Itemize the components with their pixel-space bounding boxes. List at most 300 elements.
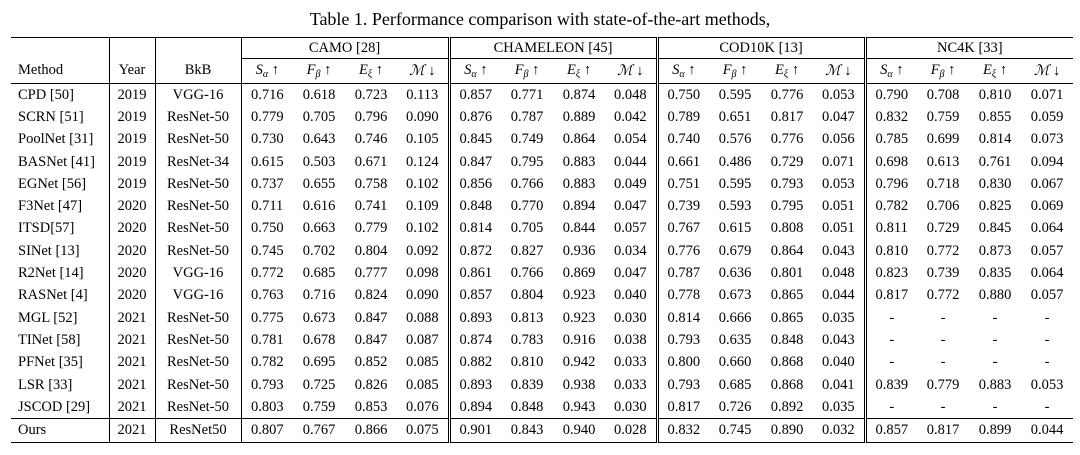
metric-arrow: ↓ bbox=[632, 62, 644, 79]
cell-method: JSCOD [29] bbox=[11, 396, 109, 419]
cell-metric-value: 0.673 bbox=[718, 287, 752, 304]
metric-subscript: α bbox=[262, 69, 269, 80]
header-row-datasets bbox=[11, 38, 1073, 59]
cell-year: 2021 bbox=[109, 307, 155, 329]
cell-metric-value: 0.076 bbox=[397, 396, 449, 419]
cell-metric-value: 0.793 bbox=[250, 376, 284, 393]
cell-metric-value: 0.853 bbox=[354, 398, 388, 415]
cell-metric-value: 0.848 bbox=[459, 198, 493, 215]
cell-metric-value: 0.855 bbox=[978, 108, 1012, 125]
cell-metric-value: 0.745 bbox=[250, 242, 284, 259]
cell-year: 2019 bbox=[109, 173, 155, 195]
metric-arrow: ↑ bbox=[684, 62, 696, 78]
cell-method: CPD [50] bbox=[11, 84, 109, 107]
cell-metric-value: 0.782 bbox=[250, 354, 284, 371]
metric-arrow: ↓ bbox=[424, 62, 436, 79]
cell-metric-value: 0.872 bbox=[459, 242, 493, 259]
table-row bbox=[11, 419, 1073, 442]
cell-metric-value: 0.899 bbox=[969, 419, 1021, 442]
cell-metric-value: 0.766 bbox=[510, 265, 544, 282]
cell-metric-value: 0.113 bbox=[397, 84, 449, 107]
cell-backbone: ResNet-50 bbox=[155, 106, 241, 128]
cell-metric-value: 0.047 bbox=[605, 262, 657, 284]
cell-metric-value: 0.763 bbox=[250, 287, 284, 304]
cell-metric-value: 0.053 bbox=[813, 173, 865, 195]
cell-metric-value: 0.938 bbox=[562, 376, 596, 393]
cell-metric-value: 0.779 bbox=[926, 376, 960, 393]
cell-metric-value: 0.880 bbox=[978, 287, 1012, 304]
cell-metric-value: 0.708 bbox=[926, 86, 960, 103]
cell-metric-value: 0.124 bbox=[397, 151, 449, 173]
cell-metric-value: 0.048 bbox=[813, 262, 865, 284]
cell-metric-value: 0.770 bbox=[510, 198, 544, 215]
cell-metric-value: 0.826 bbox=[354, 376, 388, 393]
cell-metric-value: 0.882 bbox=[459, 354, 493, 371]
metric-subscript: α bbox=[887, 69, 893, 80]
cell-metric-value: 0.057 bbox=[1030, 287, 1064, 304]
cell-metric-value: 0.793 bbox=[770, 175, 804, 192]
cell-metric-value: - bbox=[1044, 309, 1050, 326]
cell-metric-value: 0.057 bbox=[605, 218, 657, 240]
cell-metric-value: 0.595 bbox=[718, 86, 752, 103]
cell-metric-value: 0.090 bbox=[397, 106, 449, 128]
cell-metric-value: 0.767 bbox=[293, 419, 345, 442]
cell-metric-value: 0.814 bbox=[459, 220, 493, 237]
metric-subscript: β bbox=[939, 69, 945, 80]
metric-header bbox=[1021, 59, 1073, 84]
cell-metric-value: 0.808 bbox=[770, 220, 804, 237]
cell-method: SINet [13] bbox=[11, 240, 109, 262]
cell-metric-value: 0.823 bbox=[875, 265, 909, 282]
cell-metric-value: 0.777 bbox=[354, 265, 388, 282]
cell-metric-value: 0.761 bbox=[978, 153, 1012, 170]
column-header-backbone: BkB bbox=[155, 59, 241, 84]
cell-metric-value: 0.034 bbox=[605, 240, 657, 262]
cell-metric-value: 0.033 bbox=[605, 374, 657, 396]
metric-symbol: F bbox=[930, 62, 940, 78]
cell-metric-value: 0.671 bbox=[354, 153, 388, 170]
cell-backbone: ResNet-50 bbox=[155, 218, 241, 240]
metric-symbol: F bbox=[306, 62, 316, 78]
cell-metric-value: 0.772 bbox=[926, 242, 960, 259]
cell-year: 2021 bbox=[109, 374, 155, 396]
cell-metric-value: 0.643 bbox=[302, 131, 336, 148]
metric-symbol: E bbox=[983, 62, 992, 78]
cell-metric-value: 0.660 bbox=[718, 354, 752, 371]
cell-backbone: ResNet-50 bbox=[155, 240, 241, 262]
cell-method: BASNet [41] bbox=[11, 151, 109, 173]
cell-metric-value: 0.035 bbox=[813, 307, 865, 329]
cell-metric-value: 0.889 bbox=[562, 108, 596, 125]
cell-metric-value: 0.716 bbox=[250, 86, 284, 103]
cell-metric-value: 0.814 bbox=[978, 131, 1012, 148]
cell-metric-value: 0.040 bbox=[605, 285, 657, 307]
cell-method: EGNet [56] bbox=[11, 173, 109, 195]
cell-metric-value: 0.873 bbox=[978, 242, 1012, 259]
cell-metric-value: 0.053 bbox=[813, 84, 865, 107]
cell-metric-value: 0.901 bbox=[449, 419, 501, 442]
metric-header bbox=[241, 59, 293, 84]
cell-backbone: VGG-16 bbox=[155, 84, 241, 107]
cell-metric-value: 0.705 bbox=[510, 220, 544, 237]
cell-metric-value: 0.843 bbox=[501, 419, 553, 442]
cell-metric-value: 0.706 bbox=[926, 198, 960, 215]
metric-arrow: ↑ bbox=[372, 62, 384, 78]
cell-year: 2021 bbox=[109, 419, 155, 442]
metric-arrow: ↓ bbox=[1049, 62, 1061, 79]
cell-metric-value: 0.787 bbox=[667, 265, 701, 282]
cell-metric-value: 0.038 bbox=[605, 329, 657, 351]
cell-metric-value: 0.847 bbox=[354, 309, 388, 326]
cell-metric-value: 0.856 bbox=[459, 175, 493, 192]
metric-subscript: ξ bbox=[991, 69, 997, 80]
cell-year: 2019 bbox=[109, 151, 155, 173]
metric-header bbox=[449, 59, 501, 84]
cell-metric-value: 0.030 bbox=[605, 396, 657, 419]
table-row bbox=[11, 218, 1073, 240]
cell-backbone: ResNet-34 bbox=[155, 151, 241, 173]
cell-metric-value: 0.869 bbox=[562, 265, 596, 282]
cell-metric-value: 0.864 bbox=[562, 131, 596, 148]
cell-metric-value: 0.810 bbox=[978, 86, 1012, 103]
cell-metric-value: 0.090 bbox=[397, 285, 449, 307]
cell-metric-value: 0.793 bbox=[667, 376, 701, 393]
cell-metric-value: 0.751 bbox=[667, 175, 701, 192]
metric-symbol: ℳ bbox=[409, 62, 425, 79]
metric-header bbox=[969, 59, 1021, 84]
cell-year: 2021 bbox=[109, 396, 155, 419]
metric-header bbox=[865, 59, 917, 84]
cell-metric-value: 0.827 bbox=[510, 242, 544, 259]
cell-metric-value: 0.759 bbox=[926, 108, 960, 125]
cell-metric-value: 0.847 bbox=[459, 153, 493, 170]
cell-metric-value: 0.793 bbox=[667, 331, 701, 348]
cell-metric-value: 0.890 bbox=[761, 419, 813, 442]
cell-metric-value: 0.795 bbox=[770, 198, 804, 215]
cell-metric-value: - bbox=[940, 398, 946, 415]
cell-metric-value: 0.750 bbox=[250, 220, 284, 237]
cell-method: SCRN [51] bbox=[11, 106, 109, 128]
cell-metric-value: 0.893 bbox=[459, 376, 493, 393]
cell-metric-value: 0.883 bbox=[978, 376, 1012, 393]
cell-metric-value: 0.711 bbox=[251, 198, 284, 215]
cell-method: F3Net [47] bbox=[11, 195, 109, 217]
cell-metric-value: 0.053 bbox=[1030, 376, 1064, 393]
cell-metric-value: 0.892 bbox=[770, 398, 804, 415]
metric-header bbox=[761, 59, 813, 84]
table-body bbox=[11, 84, 1073, 443]
cell-metric-value: - bbox=[1044, 331, 1050, 348]
dataset-header-camo: CAMO [28] bbox=[241, 38, 449, 59]
cell-metric-value: 0.848 bbox=[770, 331, 804, 348]
cell-metric-value: 0.085 bbox=[397, 374, 449, 396]
cell-metric-value: 0.830 bbox=[978, 175, 1012, 192]
cell-metric-value: 0.616 bbox=[302, 198, 336, 215]
cell-metric-value: 0.839 bbox=[510, 376, 544, 393]
cell-metric-value: 0.940 bbox=[553, 419, 605, 442]
cell-metric-value: 0.832 bbox=[875, 108, 909, 125]
cell-metric-value: 0.844 bbox=[562, 220, 596, 237]
cell-metric-value: - bbox=[992, 398, 998, 415]
metric-symbol: S bbox=[880, 62, 888, 78]
metric-header bbox=[553, 59, 605, 84]
cell-metric-value: 0.746 bbox=[354, 131, 388, 148]
cell-metric-value: 0.088 bbox=[397, 307, 449, 329]
cell-year: 2020 bbox=[109, 285, 155, 307]
cell-metric-value: 0.804 bbox=[354, 242, 388, 259]
cell-year: 2019 bbox=[109, 129, 155, 151]
cell-metric-value: 0.678 bbox=[302, 331, 336, 348]
cell-metric-value: 0.883 bbox=[562, 175, 596, 192]
metric-subscript: ξ bbox=[575, 69, 581, 80]
table-row bbox=[11, 374, 1073, 396]
dataset-header-nc4k: NC4K [33] bbox=[865, 38, 1073, 59]
cell-metric-value: 0.813 bbox=[510, 309, 544, 326]
cell-metric-value: 0.772 bbox=[926, 287, 960, 304]
cell-metric-value: 0.615 bbox=[718, 220, 752, 237]
cell-metric-value: 0.857 bbox=[459, 287, 493, 304]
cell-metric-value: 0.726 bbox=[718, 398, 752, 415]
cell-backbone: ResNet-50 bbox=[155, 129, 241, 151]
metric-arrow: ↑ bbox=[476, 62, 488, 78]
cell-metric-value: 0.087 bbox=[397, 329, 449, 351]
cell-metric-value: 0.778 bbox=[667, 287, 701, 304]
metric-symbol: S bbox=[255, 62, 263, 78]
cell-metric-value: 0.698 bbox=[875, 153, 909, 170]
cell-metric-value: 0.845 bbox=[978, 220, 1012, 237]
cell-metric-value: 0.817 bbox=[875, 287, 909, 304]
cell-metric-value: 0.105 bbox=[397, 129, 449, 151]
metric-subscript: ξ bbox=[367, 69, 373, 80]
cell-metric-value: 0.739 bbox=[667, 198, 701, 215]
metric-symbol: S bbox=[672, 62, 680, 78]
table-row bbox=[11, 151, 1073, 173]
cell-metric-value: - bbox=[889, 331, 895, 348]
cell-metric-value: 0.051 bbox=[813, 218, 865, 240]
metric-symbol: F bbox=[514, 62, 524, 78]
cell-metric-value: 0.835 bbox=[978, 265, 1012, 282]
cell-metric-value: 0.781 bbox=[250, 331, 284, 348]
cell-metric-value: 0.789 bbox=[667, 108, 701, 125]
metric-subscript: β bbox=[731, 69, 737, 80]
metric-header bbox=[293, 59, 345, 84]
cell-metric-value: 0.749 bbox=[510, 131, 544, 148]
cell-metric-value: 0.041 bbox=[813, 374, 865, 396]
table-row bbox=[11, 352, 1073, 374]
metric-header bbox=[813, 59, 865, 84]
cell-backbone: VGG-16 bbox=[155, 262, 241, 284]
cell-metric-value: 0.102 bbox=[397, 218, 449, 240]
cell-metric-value: 0.803 bbox=[250, 398, 284, 415]
cell-metric-value: 0.067 bbox=[1030, 175, 1064, 192]
table-row bbox=[11, 106, 1073, 128]
cell-metric-value: 0.814 bbox=[667, 309, 701, 326]
metric-header bbox=[709, 59, 761, 84]
metric-subscript: ξ bbox=[783, 69, 789, 80]
cell-metric-value: 0.109 bbox=[397, 195, 449, 217]
cell-metric-value: 0.739 bbox=[926, 265, 960, 282]
cell-metric-value: 0.861 bbox=[459, 265, 493, 282]
cell-metric-value: 0.800 bbox=[667, 354, 701, 371]
metric-arrow: ↓ bbox=[840, 62, 852, 79]
metric-header bbox=[345, 59, 397, 84]
metric-header bbox=[501, 59, 553, 84]
cell-metric-value: 0.936 bbox=[562, 242, 596, 259]
cell-metric-value: 0.776 bbox=[667, 242, 701, 259]
cell-metric-value: 0.098 bbox=[397, 262, 449, 284]
metric-arrow: ↑ bbox=[580, 62, 592, 78]
cell-metric-value: 0.864 bbox=[770, 242, 804, 259]
cell-metric-value: 0.073 bbox=[1030, 131, 1064, 148]
cell-metric-value: 0.043 bbox=[813, 240, 865, 262]
cell-year: 2020 bbox=[109, 262, 155, 284]
metric-symbol: F bbox=[722, 62, 732, 78]
cell-metric-value: 0.042 bbox=[605, 106, 657, 128]
cell-metric-value: 0.772 bbox=[250, 265, 284, 282]
cell-metric-value: 0.666 bbox=[718, 309, 752, 326]
metric-header bbox=[657, 59, 709, 84]
cell-metric-value: - bbox=[940, 309, 946, 326]
cell-metric-value: 0.804 bbox=[510, 287, 544, 304]
metric-symbol: S bbox=[464, 62, 472, 78]
cell-metric-value: - bbox=[992, 331, 998, 348]
metric-subscript: α bbox=[679, 69, 685, 80]
cell-metric-value: 0.750 bbox=[667, 86, 701, 103]
cell-metric-value: 0.868 bbox=[770, 376, 804, 393]
cell-metric-value: 0.865 bbox=[770, 309, 804, 326]
cell-metric-value: 0.618 bbox=[302, 86, 336, 103]
cell-metric-value: 0.729 bbox=[926, 220, 960, 237]
metric-arrow: ↑ bbox=[892, 62, 904, 78]
table-row bbox=[11, 396, 1073, 419]
cell-metric-value: 0.758 bbox=[354, 175, 388, 192]
cell-metric-value: 0.718 bbox=[926, 175, 960, 192]
cell-metric-value: 0.923 bbox=[562, 287, 596, 304]
table-row bbox=[11, 195, 1073, 217]
cell-metric-value: 0.866 bbox=[345, 419, 397, 442]
cell-metric-value: 0.679 bbox=[718, 242, 752, 259]
cell-method: PoolNet [31] bbox=[11, 129, 109, 151]
cell-metric-value: - bbox=[992, 309, 998, 326]
cell-metric-value: 0.613 bbox=[926, 153, 960, 170]
cell-backbone: ResNet-50 bbox=[155, 396, 241, 419]
cell-metric-value: 0.740 bbox=[667, 131, 701, 148]
cell-metric-value: 0.894 bbox=[459, 398, 493, 415]
cell-metric-value: 0.824 bbox=[354, 287, 388, 304]
cell-metric-value: 0.852 bbox=[354, 354, 388, 371]
cell-metric-value: 0.685 bbox=[718, 376, 752, 393]
cell-metric-value: 0.064 bbox=[1030, 265, 1064, 282]
cell-method: TINet [58] bbox=[11, 329, 109, 351]
cell-year: 2021 bbox=[109, 352, 155, 374]
cell-metric-value: 0.857 bbox=[865, 419, 917, 442]
table-row bbox=[11, 262, 1073, 284]
cell-metric-value: 0.102 bbox=[397, 173, 449, 195]
metric-symbol: ℳ bbox=[825, 62, 841, 79]
cell-metric-value: 0.857 bbox=[459, 86, 493, 103]
cell-method: LSR [33] bbox=[11, 374, 109, 396]
cell-metric-value: 0.776 bbox=[770, 131, 804, 148]
cell-metric-value: 0.032 bbox=[813, 419, 865, 442]
table-caption: Table 1. Performance comparison with state-of-the-art methods, bbox=[309, 9, 771, 29]
metric-symbol: E bbox=[775, 62, 784, 78]
cell-metric-value: 0.741 bbox=[354, 198, 388, 215]
metric-arrow: ↑ bbox=[944, 62, 956, 78]
cell-metric-value: 0.702 bbox=[302, 242, 336, 259]
cell-metric-value: 0.729 bbox=[770, 153, 804, 170]
cell-metric-value: 0.883 bbox=[562, 153, 596, 170]
cell-metric-value: 0.916 bbox=[562, 331, 596, 348]
table-row bbox=[11, 129, 1073, 151]
cell-metric-value: 0.043 bbox=[813, 329, 865, 351]
cell-metric-value: 0.635 bbox=[718, 331, 752, 348]
cell-metric-value: 0.817 bbox=[667, 398, 701, 415]
cell-metric-value: 0.595 bbox=[718, 175, 752, 192]
cell-metric-value: 0.868 bbox=[770, 354, 804, 371]
cell-metric-value: 0.057 bbox=[1030, 242, 1064, 259]
cell-metric-value: 0.044 bbox=[1021, 419, 1073, 442]
cell-metric-value: 0.730 bbox=[250, 131, 284, 148]
cell-metric-value: 0.069 bbox=[1030, 198, 1064, 215]
metric-arrow: ↑ bbox=[736, 62, 748, 78]
cell-metric-value: 0.054 bbox=[605, 129, 657, 151]
cell-metric-value: 0.044 bbox=[813, 285, 865, 307]
cell-metric-value: - bbox=[889, 354, 895, 371]
cell-method: Ours bbox=[11, 419, 109, 442]
metric-symbol: ℳ bbox=[617, 62, 633, 79]
table-row bbox=[11, 84, 1073, 107]
cell-method: R2Net [14] bbox=[11, 262, 109, 284]
cell-metric-value: 0.874 bbox=[562, 86, 596, 103]
cell-metric-value: 0.795 bbox=[510, 153, 544, 170]
cell-backbone: ResNet-50 bbox=[155, 307, 241, 329]
cell-metric-value: 0.636 bbox=[718, 265, 752, 282]
cell-metric-value: 0.839 bbox=[875, 376, 909, 393]
cell-metric-value: 0.810 bbox=[510, 354, 544, 371]
cell-metric-value: - bbox=[1044, 398, 1050, 415]
dataset-header-chameleon: CHAMELEON [45] bbox=[449, 38, 657, 59]
cell-metric-value: 0.047 bbox=[605, 195, 657, 217]
cell-metric-value: 0.807 bbox=[241, 419, 293, 442]
header-blank-method bbox=[11, 38, 109, 59]
cell-method: RASNet [4] bbox=[11, 285, 109, 307]
cell-metric-value: 0.030 bbox=[605, 307, 657, 329]
results-table bbox=[11, 37, 1073, 443]
metric-arrow: ↑ bbox=[528, 62, 540, 78]
cell-metric-value: 0.745 bbox=[709, 419, 761, 442]
metric-arrow: ↑ bbox=[788, 62, 800, 78]
cell-metric-value: 0.845 bbox=[459, 131, 493, 148]
cell-metric-value: 0.779 bbox=[250, 108, 284, 125]
cell-metric-value: 0.801 bbox=[770, 265, 804, 282]
cell-metric-value: 0.049 bbox=[605, 173, 657, 195]
metric-arrow: ↑ bbox=[320, 62, 332, 78]
cell-year: 2020 bbox=[109, 195, 155, 217]
cell-metric-value: 0.051 bbox=[813, 195, 865, 217]
cell-metric-value: 0.779 bbox=[354, 220, 388, 237]
cell-metric-value: 0.064 bbox=[1030, 220, 1064, 237]
cell-metric-value: 0.848 bbox=[510, 398, 544, 415]
cell-metric-value: 0.033 bbox=[605, 352, 657, 374]
cell-metric-value: 0.028 bbox=[605, 419, 657, 442]
cell-metric-value: 0.047 bbox=[813, 106, 865, 128]
cell-metric-value: 0.059 bbox=[1030, 108, 1064, 125]
cell-metric-value: 0.663 bbox=[302, 220, 336, 237]
cell-metric-value: 0.615 bbox=[250, 153, 284, 170]
cell-metric-value: 0.071 bbox=[1030, 86, 1064, 103]
cell-metric-value: 0.035 bbox=[813, 396, 865, 419]
table-row bbox=[11, 240, 1073, 262]
